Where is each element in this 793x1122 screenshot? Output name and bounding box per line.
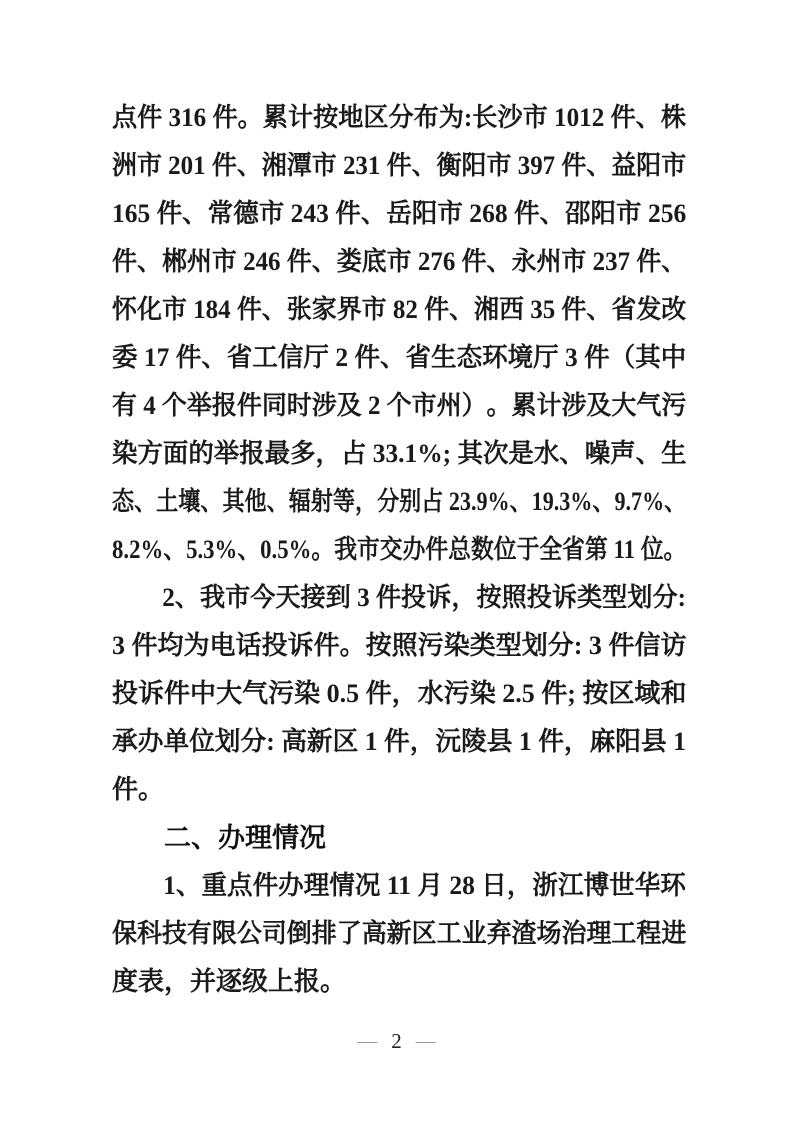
text-line: 保 科 技 有 限 公 司 倒 排 了 高 新 区 工 业 弃 渣 场 治 理 工 程 进: [112, 919, 687, 948]
footer-dash-left: —: [357, 1029, 378, 1052]
text-line: 投 诉 件 中 大 气 污 染 0.5 件 ， 水 污 染 2.5 件 ; 按 区 域 和: [112, 679, 687, 708]
text-line: 洲 市 201 件 、 湘 潭 市 231 件 、 衡 阳 市 397 件 、 益 阳 市: [112, 151, 687, 180]
text-line: 165 件 、 常 德 市 243 件 、 岳 阳 市 268 件 、 邵 阳 市 256: [112, 199, 687, 228]
text-line: 8.2% 、 5.3% 、 0.5% 。 我 市 交 办 件 总 数 位 于 全 省 第 11 位 。: [112, 535, 687, 564]
text-line: 有 4 个 举 报 件 同 时 涉 及 2 个 市 州 ） 。 累 计 涉 及 大 气 污: [112, 391, 687, 420]
page-footer: [0, 1026, 793, 1056]
section-heading: 二、办理情况: [164, 823, 326, 853]
text-line: 承 办 单 位 划 分 : 高 新 区 1 件 ， 沅 陵 县 1 件 ， 麻 阳 县 1: [112, 727, 686, 756]
text-line: 委 17 件 、 省 工 信 厅 2 件 、 省 生 态 环 境 厅 3 件 （ 其 中: [112, 343, 687, 372]
text-line: 怀 化 市 184 件 、 张 家 界 市 82 件 、 湘 西 35 件 、 省 发 改: [112, 295, 687, 324]
text-line: 态 、 土 壤 、 其 他 、 辐 射 等 ， 分 别 占 23.9% 、 19.3% 、 9.7% 、: [112, 487, 687, 516]
footer-dash-right: —: [415, 1029, 436, 1052]
paragraph-end: 件。: [112, 775, 165, 804]
page-number: 2: [391, 1028, 402, 1053]
paragraph-start: 2 、 我 市 今 天 接 到 3 件 投 诉 ， 按 照 投 诉 类 型 划 分 :: [162, 583, 686, 612]
paragraph-end: 度表，并逐级上报。: [112, 967, 347, 996]
text-line: 3 件 均 为 电 话 投 诉 件 。 按 照 污 染 类 型 划 分 : 3 件 信 访: [112, 631, 687, 660]
document-body: [112, 94, 686, 1006]
text-line: 点 件 316 件 。 累 计 按 地 区 分 布 为 : 长 沙 市 1012 件 、 株: [112, 103, 686, 132]
paragraph-start: 1 、 重 点 件 办 理 情 况 11 月 28 日 ， 浙 江 博 世 华 环: [163, 871, 686, 900]
text-line: 件 、 郴 州 市 246 件 、 娄 底 市 276 件 、 永 州 市 237 件 、: [112, 247, 687, 276]
text-line: 染 方 面 的 举 报 最 多 ， 占 33.1%; 其 次 是 水 、 噪 声 、 生: [112, 439, 687, 468]
